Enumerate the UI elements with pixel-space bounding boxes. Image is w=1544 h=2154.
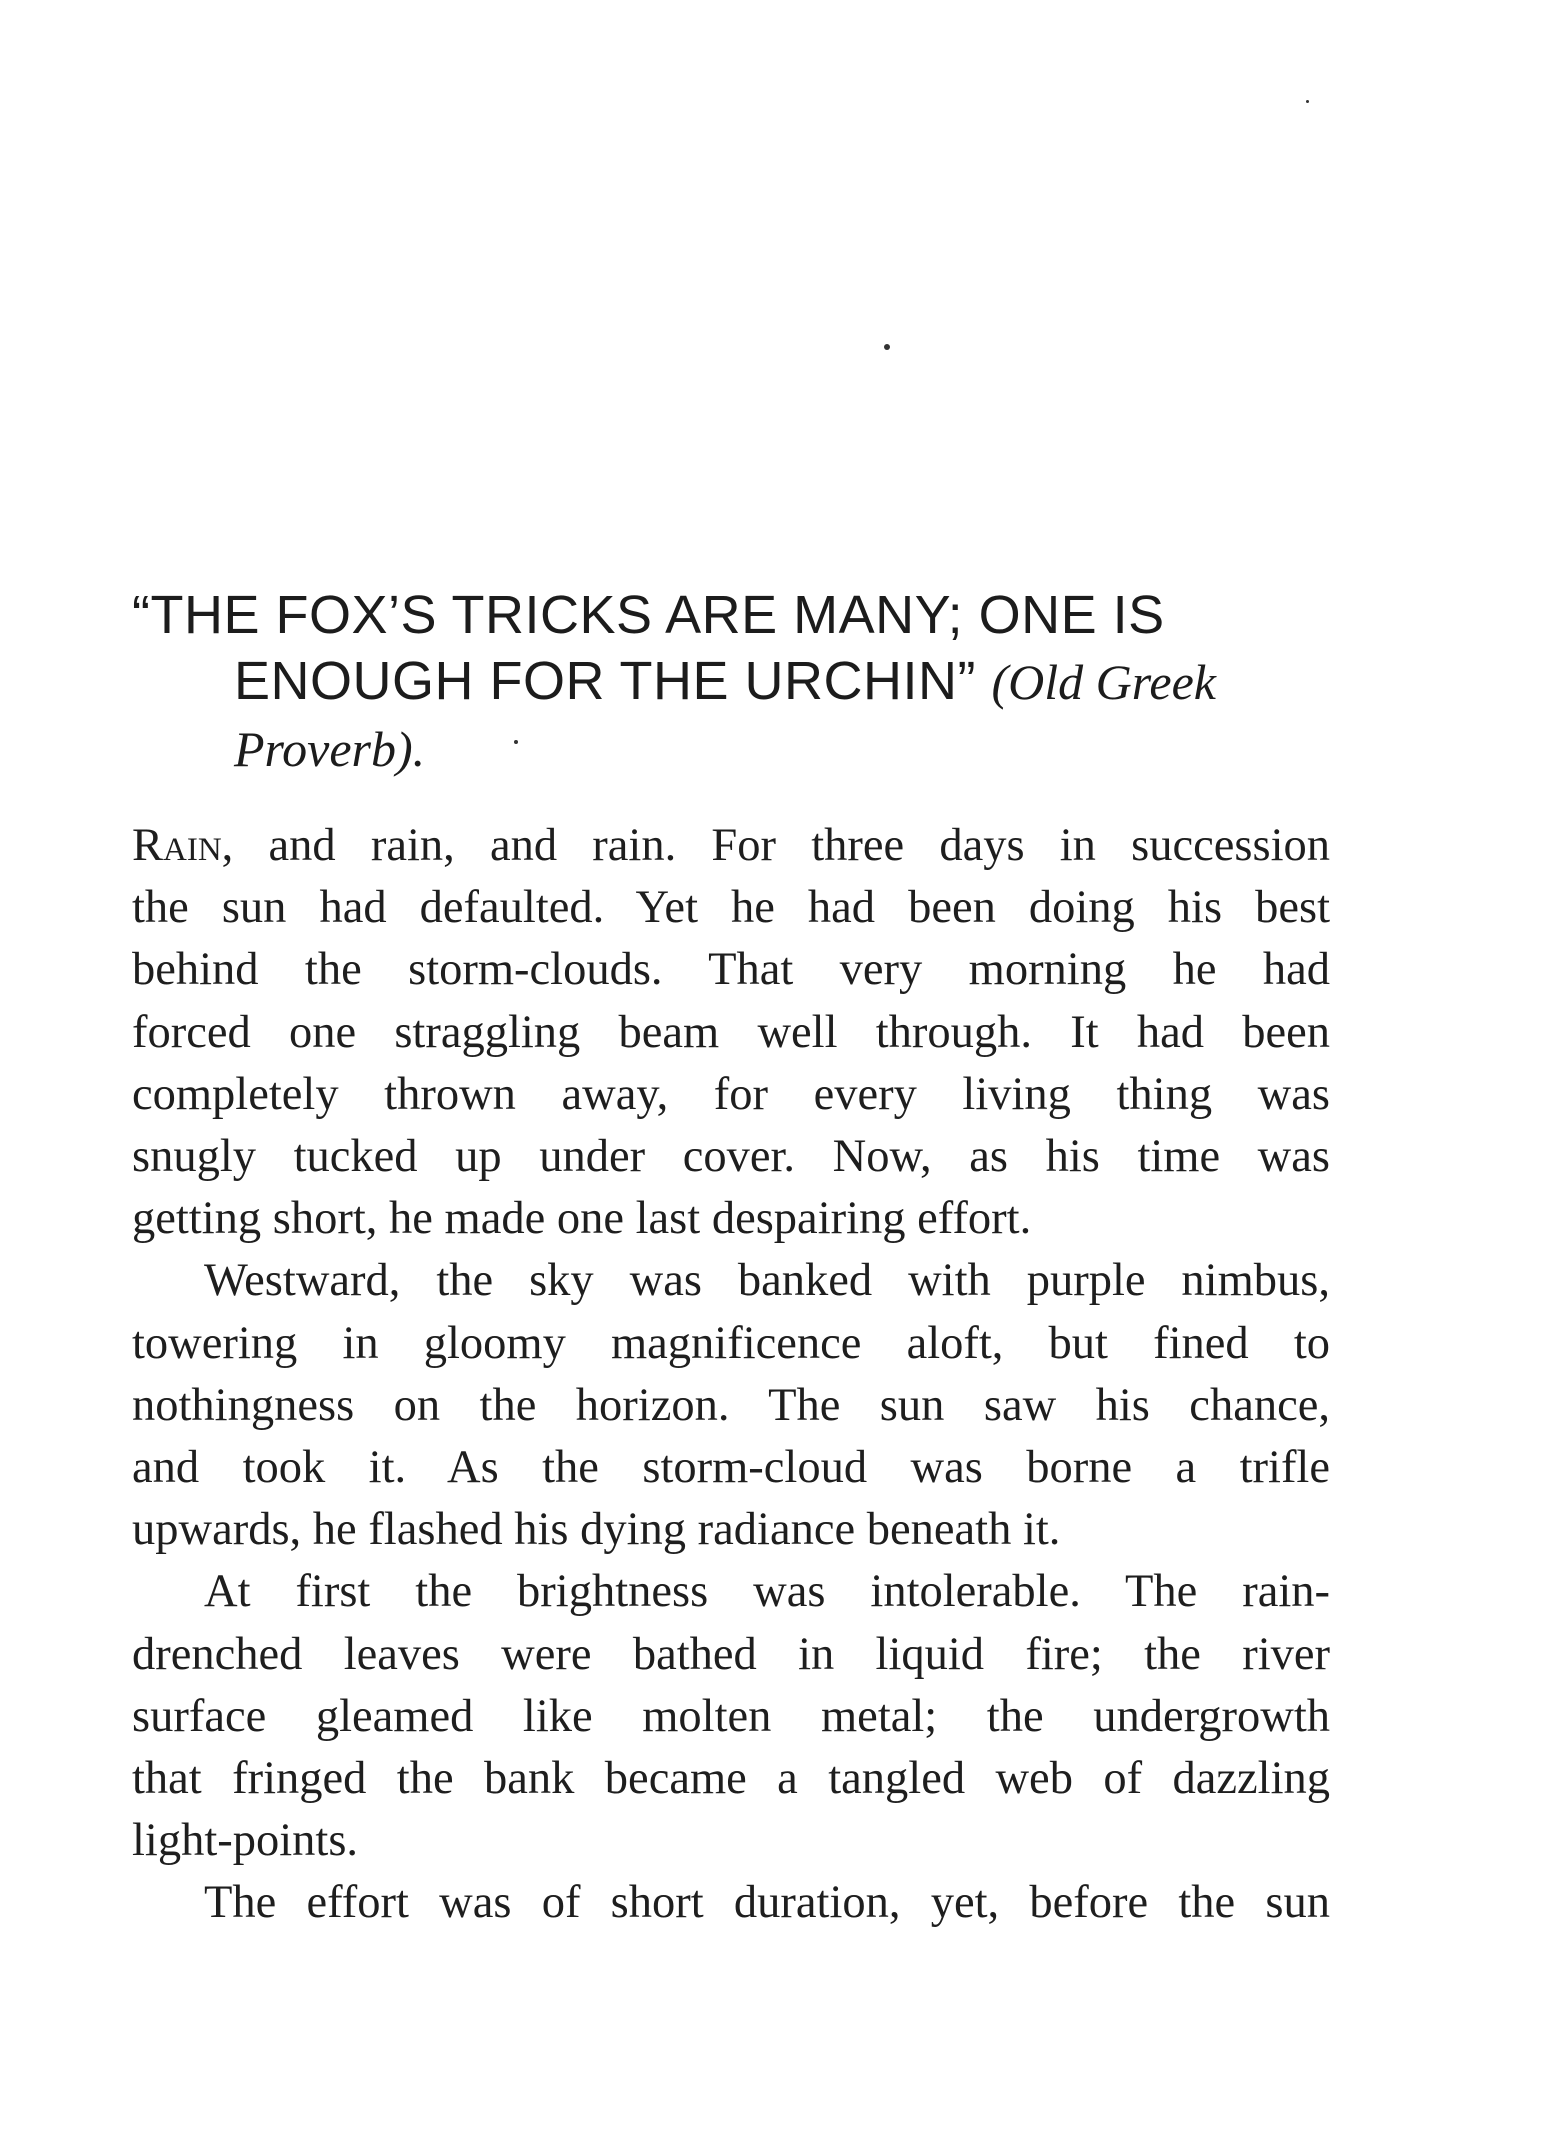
text-line: forced one straggling beam well through. It had been: [132, 1006, 1330, 1058]
text-line: The effort was of short duration, yet, before the sun: [204, 1877, 1330, 1929]
text-line: completely thrown away, for every living thing was: [132, 1068, 1330, 1120]
paragraph-3: [132, 1561, 1330, 1872]
paragraph-2: [132, 1250, 1330, 1561]
chapter-title: [132, 582, 1332, 782]
body-text: [132, 815, 1330, 1935]
chapter-title-source-end: Proverb).: [234, 721, 426, 777]
drop-word: Rain: [132, 820, 222, 871]
text-line: nothingness on the horizon. The sun saw his chance,: [132, 1379, 1330, 1431]
text-line: snugly tucked up under cover. Now, as his time was: [132, 1131, 1330, 1183]
text-line: the sun had defaulted. Yet he had been doing his best: [132, 882, 1330, 934]
print-speck: [884, 344, 890, 350]
text-line: behind the storm-clouds. That very morning he had: [132, 944, 1330, 996]
print-speck: [1306, 100, 1309, 103]
text-line: drenched leaves were bathed in liquid fire; the river: [132, 1628, 1330, 1680]
text-line: getting short, he made one last despairing effort.: [132, 1193, 1032, 1245]
paragraph-1: [132, 815, 1330, 1250]
text-line: light-points.: [132, 1815, 359, 1867]
text-line: towering in gloomy magnificence aloft, but fined to: [132, 1317, 1330, 1369]
text-line: that fringed the bank became a tangled web of dazzling: [132, 1753, 1330, 1805]
chapter-title-line-2: [132, 648, 1332, 715]
chapter-title-line-1: “THE FOX’S TRICKS ARE MANY; ONE IS: [132, 585, 1165, 645]
text-line: Westward, the sky was banked with purple nimbus,: [204, 1255, 1330, 1307]
text-line: upwards, he flashed his dying radiance beneath it.: [132, 1504, 1061, 1556]
chapter-title-source: (Old Greek: [991, 654, 1216, 710]
text-line: and took it. As the storm-cloud was borne a trifle: [132, 1442, 1330, 1494]
text-line: Rain, and rain, and rain. For three days in succession: [132, 820, 1330, 871]
paragraph-4: [132, 1872, 1330, 1934]
text-line: At first the brightness was intolerable. The rain-: [204, 1566, 1330, 1618]
chapter-title-main: ENOUGH FOR THE URCHIN”: [234, 651, 992, 711]
text-line: surface gleamed like molten metal; the undergrowth: [132, 1690, 1330, 1742]
chapter-title-line-3: [132, 715, 1332, 782]
